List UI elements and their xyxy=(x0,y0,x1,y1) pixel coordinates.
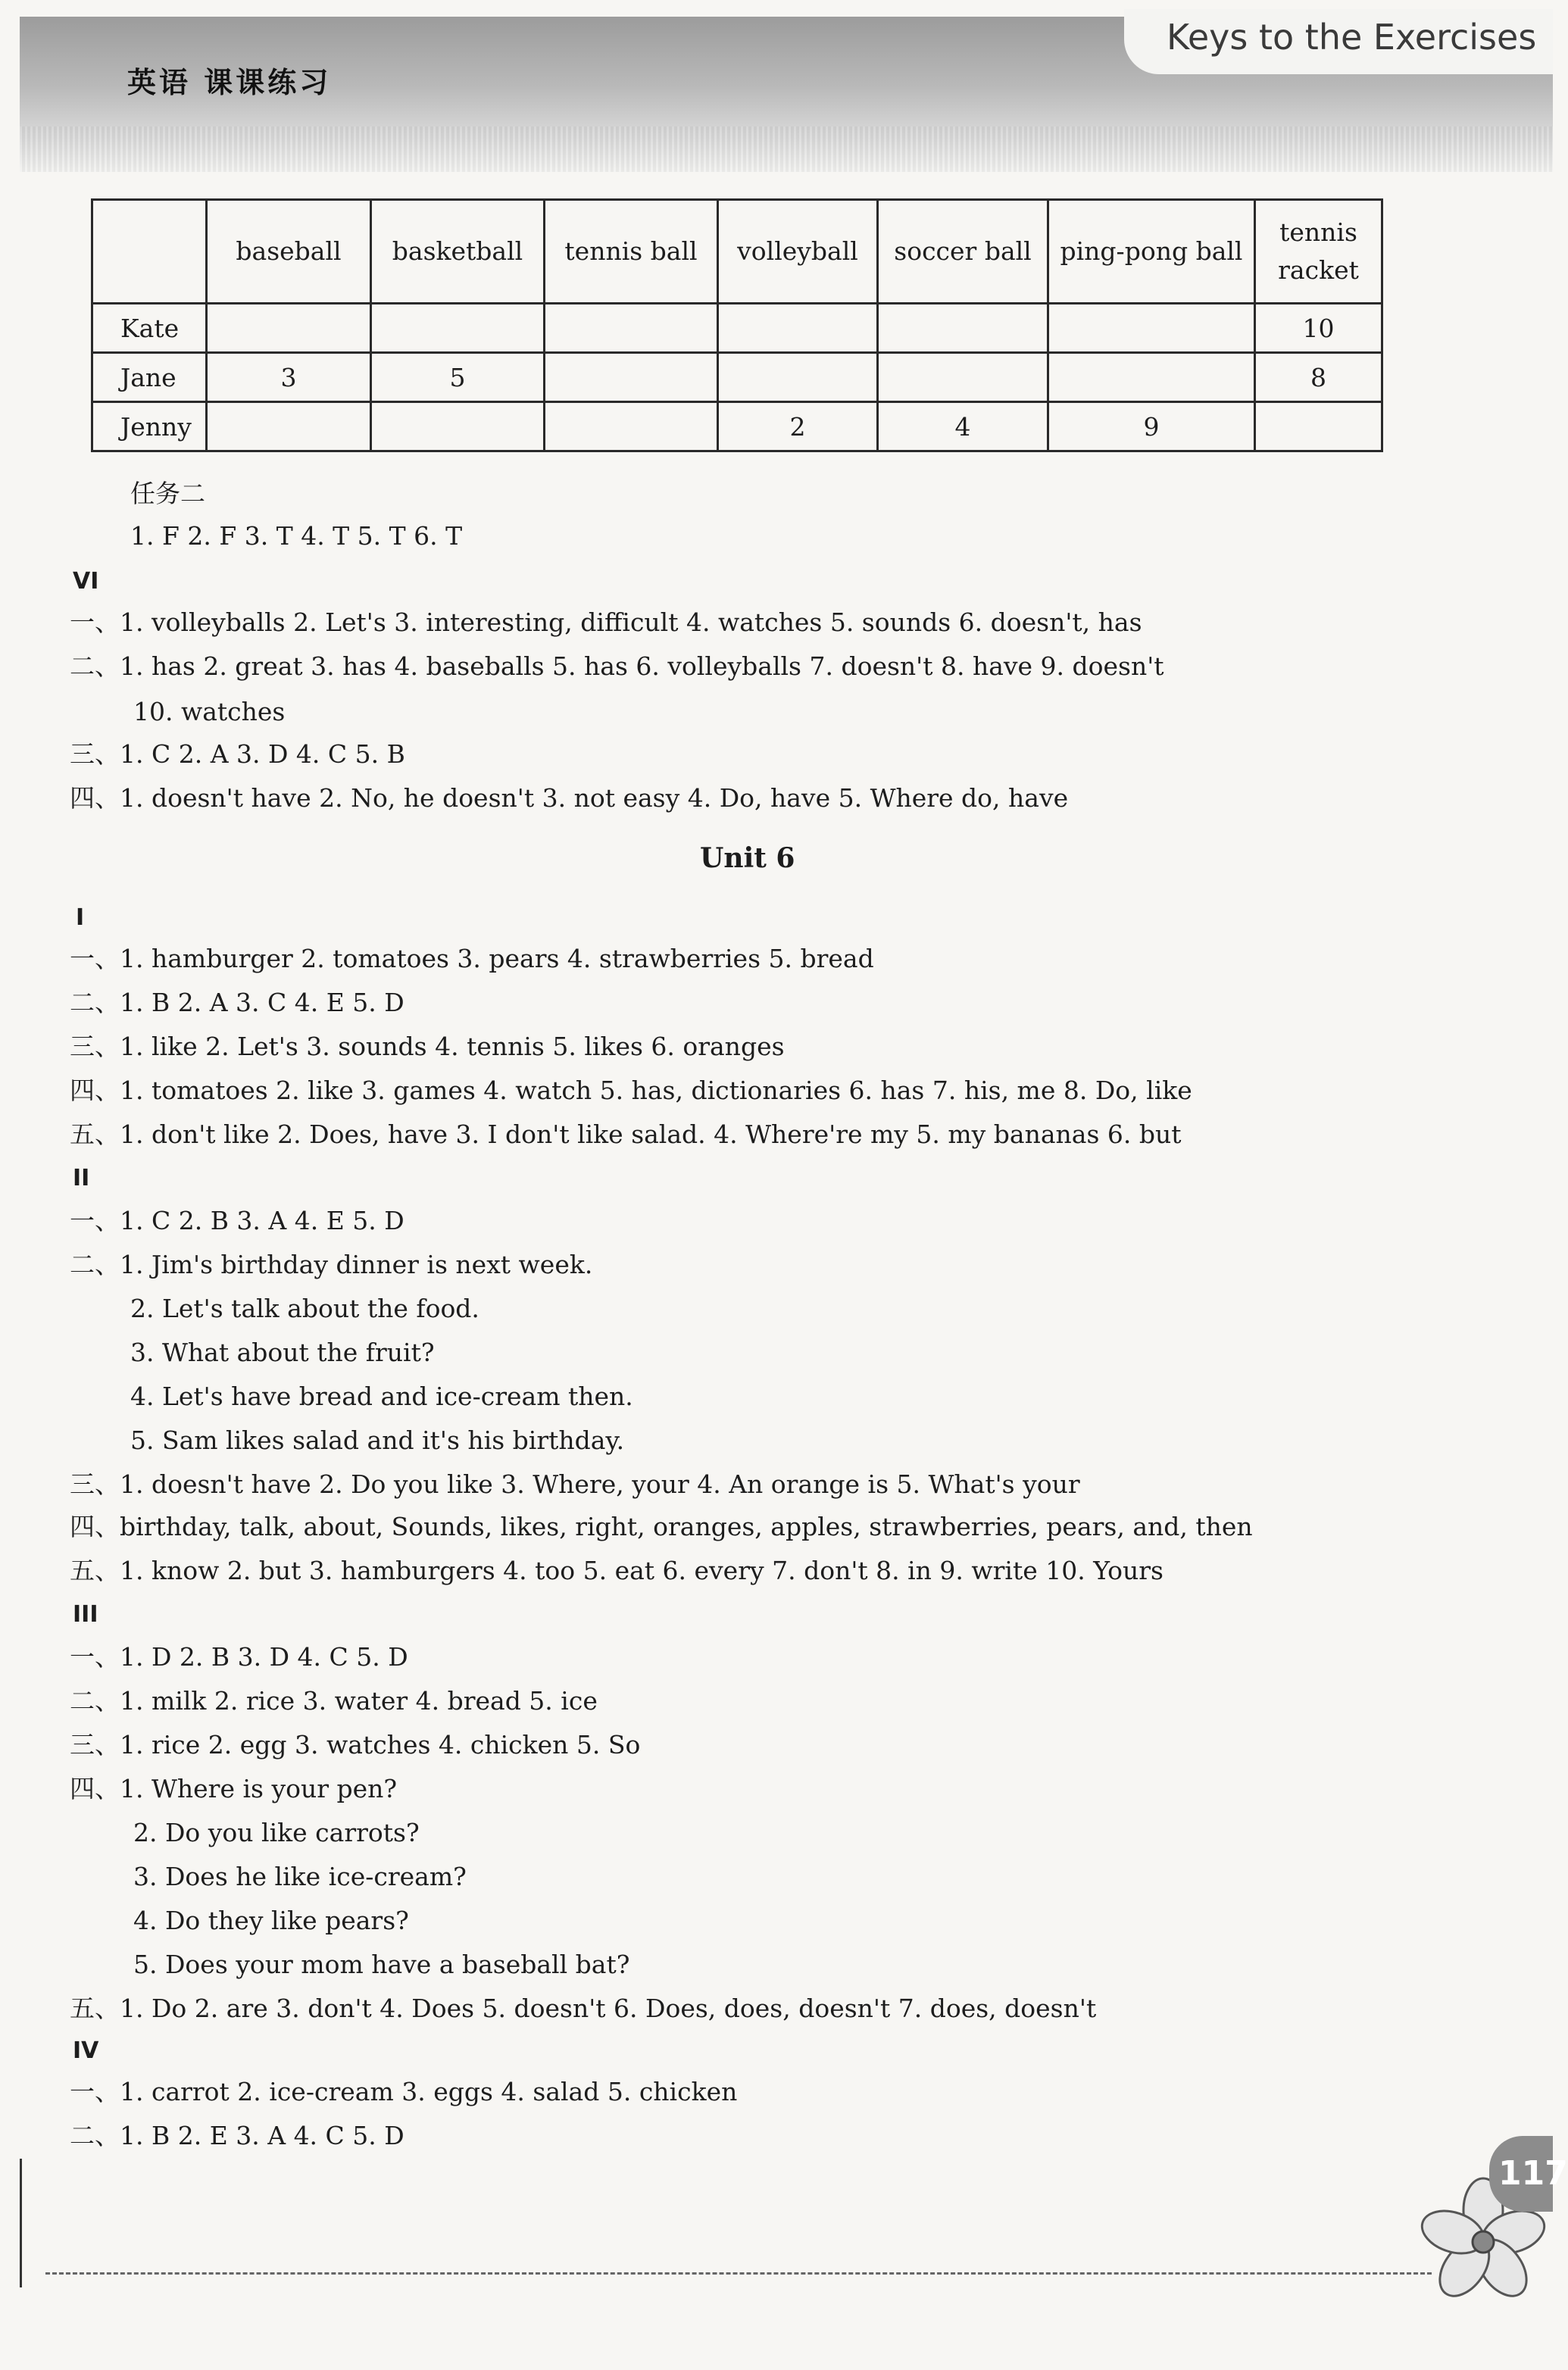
section-marker: IV xyxy=(73,2037,99,2064)
table-cell xyxy=(371,402,545,451)
column-header: basketball xyxy=(371,200,545,304)
answer-line: 四、1. doesn't have 2. No, he doesn't 3. not easy 4. Do, have 5. Where do, have xyxy=(70,783,1069,813)
answer-line: 二、1. B 2. A 3. C 4. E 5. D xyxy=(70,988,404,1017)
answer-line: 一、1. carrot 2. ice-cream 3. eggs 4. salad 5. chicken xyxy=(70,2077,738,2106)
answer-line: 一、1. C 2. B 3. A 4. E 5. D xyxy=(70,1206,404,1235)
column-header: tennis racket xyxy=(1255,200,1382,304)
table-cell xyxy=(545,402,718,451)
column-header: soccer ball xyxy=(878,200,1048,304)
answer-line: 四、1. tomatoes 2. like 3. games 4. watch 5. has, dictionaries 6. has 7. his, me 8. Do, like xyxy=(70,1076,1192,1105)
answer-line: 二、1. milk 2. rice 3. water 4. bread 5. ice xyxy=(70,1686,598,1716)
answer-line: 三、1. C 2. A 3. D 4. C 5. B xyxy=(70,739,405,769)
table-cell xyxy=(371,304,545,353)
answer-line: 2. Let's talk about the food. xyxy=(130,1294,479,1323)
task-heading: 任务二 xyxy=(130,479,205,508)
table-cell xyxy=(718,353,878,402)
answer-line: 4. Let's have bread and ice-cream then. xyxy=(130,1382,633,1411)
answer-line: 三、1. doesn't have 2. Do you like 3. Where, your 4. An orange is 5. What's your xyxy=(70,1469,1080,1499)
table-cell: 8 xyxy=(1255,353,1382,402)
answer-line: 二、1. B 2. E 3. A 4. C 5. D xyxy=(70,2121,404,2150)
answer-line: 三、1. rice 2. egg 3. watches 4. chicken 5. So xyxy=(70,1730,641,1760)
table-cell: 9 xyxy=(1048,402,1255,451)
table-row xyxy=(92,304,1382,353)
table-cell xyxy=(878,353,1048,402)
margin-rule xyxy=(20,2159,22,2287)
answer-line: 二、1. Jim's birthday dinner is next week. xyxy=(70,1250,593,1279)
section-marker: VI xyxy=(73,568,99,595)
table-cell xyxy=(207,402,371,451)
column-header: volleyball xyxy=(718,200,878,304)
table-cell xyxy=(1048,304,1255,353)
answer-line: 四、1. Where is your pen? xyxy=(70,1774,398,1803)
table-cell: 5 xyxy=(371,353,545,402)
column-header: baseball xyxy=(207,200,371,304)
table-row xyxy=(92,353,1382,402)
table-cell: 2 xyxy=(718,402,878,451)
column-header: tennis ball xyxy=(545,200,718,304)
answer-line: 5. Sam likes salad and it's his birthday. xyxy=(130,1425,625,1455)
table-cell: 4 xyxy=(878,402,1048,451)
answer-line: 一、1. D 2. B 3. D 4. C 5. D xyxy=(70,1642,408,1672)
answer-line: 3. Does he like ice-cream? xyxy=(133,1862,467,1891)
row-name: Kate xyxy=(92,304,207,353)
table-cell xyxy=(545,304,718,353)
answer-line: 4. Do they like pears? xyxy=(133,1906,409,1935)
table-header-row xyxy=(92,200,1382,304)
table-corner-cell xyxy=(92,200,207,304)
answer-line: 二、1. has 2. great 3. has 4. baseballs 5. has 6. volleyballs 7. doesn't 8. have 9. doesn't xyxy=(70,651,1164,681)
table-cell: 10 xyxy=(1255,304,1382,353)
answer-line: 3. What about the fruit? xyxy=(130,1338,435,1367)
row-name: Jenny xyxy=(92,402,207,451)
answer-line: 一、1. hamburger 2. tomatoes 3. pears 4. strawberries 5. bread xyxy=(70,944,874,973)
table-cell: 3 xyxy=(207,353,371,402)
answer-line: 10. watches xyxy=(133,697,286,726)
footer-rule xyxy=(45,2272,1432,2275)
section-title: Keys to the Exercises xyxy=(1167,17,1537,58)
answer-line: 五、1. know 2. but 3. hamburgers 4. too 5. eat 6. every 7. don't 8. in 9. write 10. Yours xyxy=(70,1556,1164,1585)
table-cell xyxy=(545,353,718,402)
table-cell xyxy=(878,304,1048,353)
book-title: 英语 课课练习 xyxy=(127,66,332,99)
row-name: Jane xyxy=(92,353,207,402)
answer-line: 四、birthday, talk, about, Sounds, likes, right, oranges, apples, strawberries, pears, and, then xyxy=(70,1512,1253,1541)
answer-line: 5. Does your mom have a baseball bat? xyxy=(133,1950,630,1979)
table-cell xyxy=(718,304,878,353)
table-cell xyxy=(207,304,371,353)
unit-title: Unit 6 xyxy=(700,842,795,874)
answer-line: 五、1. don't like 2. Does, have 3. I don't like salad. 4. Where're my 5. my bananas 6. but xyxy=(70,1119,1182,1149)
table-cell xyxy=(1048,353,1255,402)
section-marker: II xyxy=(73,1165,90,1191)
section-marker: I xyxy=(76,904,85,931)
answer-line: 2. Do you like carrots? xyxy=(133,1818,420,1847)
answer-line: 三、1. like 2. Let's 3. sounds 4. tennis 5. likes 6. oranges xyxy=(70,1032,785,1061)
answer-line: 一、1. volleyballs 2. Let's 3. interesting, difficult 4. watches 5. sounds 6. doesn't, has xyxy=(70,607,1142,637)
answer-line: 1. F 2. F 3. T 4. T 5. T 6. T xyxy=(130,521,463,551)
answer-table xyxy=(91,198,1383,452)
table-cell xyxy=(1255,402,1382,451)
column-header: ping-pong ball xyxy=(1048,200,1255,304)
table-row xyxy=(92,402,1382,451)
answer-line: 五、1. Do 2. are 3. don't 4. Does 5. doesn't 6. Does, does, doesn't 7. does, doesn't xyxy=(70,1994,1097,2023)
page-number: 117 xyxy=(1489,2136,1553,2212)
section-marker: III xyxy=(73,1601,98,1628)
